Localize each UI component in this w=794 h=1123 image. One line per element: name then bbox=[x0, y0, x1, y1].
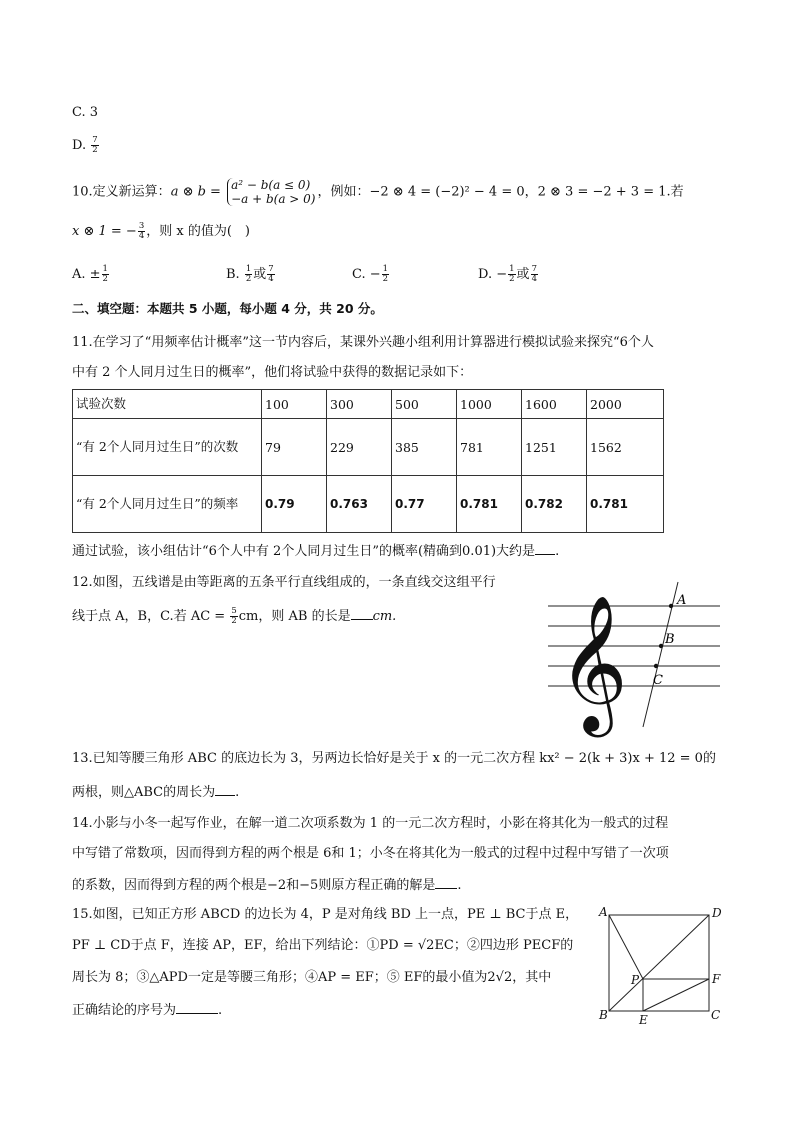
table-cell: 500 bbox=[392, 390, 457, 419]
table-row bbox=[73, 390, 664, 419]
table-cell: 0.781 bbox=[457, 476, 522, 533]
table-row-label: “有 2个人同月过生日”的次数 bbox=[73, 419, 262, 476]
q11-data-table bbox=[72, 389, 664, 533]
vertex-label-c: C bbox=[711, 1008, 721, 1022]
table-cell: 0.781 bbox=[587, 476, 664, 533]
q11-line1: 11.在学习了“用频率估计概率”这一节内容后，某课外兴趣小组利用计算器进行模拟试验来探究“6个人 bbox=[72, 335, 654, 350]
q13-line1: 13.已知等腰三角形 ABC 的底边长为 3，另两边长恰好是关于 x 的一元二次方程 kx² − 2(k + 3)x + 12 = 0的 bbox=[72, 751, 716, 766]
table-cell: 1000 bbox=[457, 390, 522, 419]
q15-line3: 周长为 8；③△APD一定是等腰三角形；④AP = EF；⑤ EF的最小值为2√2，其中 bbox=[72, 970, 552, 985]
answer-blank[interactable] bbox=[535, 542, 555, 555]
q13-line2: 两根，则△ABC的周长为 . bbox=[72, 785, 240, 800]
table-cell: 0.782 bbox=[522, 476, 587, 533]
table-cell: 79 bbox=[262, 419, 327, 476]
q14-line1: 14.小影与小冬一起写作业，在解一道二次项系数为 1 的一元二次方程时，小影在将其化为一般式的过程 bbox=[72, 816, 669, 831]
table-cell: 2000 bbox=[587, 390, 664, 419]
q10-expr: a ⊗ b = bbox=[170, 184, 226, 200]
point-label-p: P bbox=[631, 973, 640, 987]
q9-option-d-fraction: $\frac{7}{2}$ bbox=[92, 135, 98, 155]
point-label-e: E bbox=[639, 1013, 648, 1027]
point-label-f: F bbox=[712, 972, 721, 986]
table-cell: 229 bbox=[327, 419, 392, 476]
q10-stem bbox=[72, 178, 684, 206]
q12-line2: 线于点 A，B，C.若 AC = $\frac{5}{2}$ cm，则 AB 的长是 cm. bbox=[72, 606, 397, 626]
table-cell: 1251 bbox=[522, 419, 587, 476]
vertex-label-d: D bbox=[712, 906, 722, 920]
q11-conclusion: 通过试验，该小组估计“6个人中有 2个人同月过生日”的概率(精确到0.01)大约是 . bbox=[72, 544, 560, 559]
q9-option-d-prefix: D. bbox=[72, 138, 87, 153]
answer-blank[interactable] bbox=[351, 607, 373, 620]
q10-case1: a² − b(a ≤ 0) bbox=[231, 178, 311, 192]
q10-case2: −a + b(a > 0) bbox=[231, 192, 316, 206]
square-figure bbox=[596, 903, 726, 1028]
answer-blank[interactable] bbox=[435, 876, 457, 889]
q10-cases bbox=[227, 178, 315, 206]
point-label-c: C bbox=[653, 673, 663, 688]
q9-option-d bbox=[72, 136, 100, 155]
table-row-label: 试验次数 bbox=[73, 390, 262, 419]
table-cell: 0.79 bbox=[262, 476, 327, 533]
vertex-label-b: B bbox=[599, 1008, 608, 1022]
q12-line1: 12.如图，五线谱是由等距离的五条平行直线组成的，一条直线交这组平行 bbox=[72, 575, 496, 590]
q14-line3: 的系数，因而得到方程的两个根是−2和−5则原方程正确的解是 . bbox=[72, 878, 462, 893]
table-row bbox=[73, 419, 664, 476]
point-label-a: A bbox=[677, 593, 687, 608]
q10-option-d: D. − $\frac{1}{2}$ 或 $\frac{7}{4}$ bbox=[478, 264, 537, 284]
table-cell: 300 bbox=[327, 390, 392, 419]
section-heading: 二、填空题：本题共 5 小题，每小题 4 分，共 20 分。 bbox=[72, 301, 383, 316]
table-cell: 1600 bbox=[522, 390, 587, 419]
staff-figure bbox=[540, 575, 730, 740]
q15-line2: PF ⊥ CD于点 F，连接 AP，EF，给出下列结论：①PD = √2EC；②四边形 PECF的 bbox=[72, 938, 574, 953]
q15-line4: 正确结论的序号为 . bbox=[72, 1003, 223, 1018]
vertex-label-a: A bbox=[599, 905, 608, 919]
table-cell: 0.763 bbox=[327, 476, 392, 533]
q10-option-c: C. − $\frac{1}{2}$ bbox=[352, 264, 389, 284]
q14-line2: 中写错了常数项，因而得到方程的两个根是 6和 1；小冬在将其化为一般式的过程中过程中写错了一次项 bbox=[72, 846, 669, 861]
q10-option-b: B. $\frac{1}{2}$ 或 $\frac{7}{4}$ bbox=[226, 264, 274, 284]
q9-option-c: C. 3 bbox=[72, 105, 99, 120]
answer-blank[interactable] bbox=[215, 783, 235, 796]
table-row-label: “有 2个人同月过生日”的频率 bbox=[73, 476, 262, 533]
q10-option-a: A. ± $\frac{1}{2}$ bbox=[72, 264, 108, 284]
table-cell: 0.77 bbox=[392, 476, 457, 533]
table-cell: 100 bbox=[262, 390, 327, 419]
table-cell: 1562 bbox=[587, 419, 664, 476]
table-cell: 385 bbox=[392, 419, 457, 476]
q10-intro: 10.定义新运算： bbox=[72, 184, 171, 200]
q10-condition: x ⊗ 1 = − $\frac{3}{4}$ ，则 x 的值为( ) bbox=[72, 221, 250, 241]
q15-line1: 15.如图，已知正方形 ABCD 的边长为 4，P 是对角线 BD 上一点，PE ⊥ BC于点 E， bbox=[72, 907, 579, 922]
answer-blank[interactable] bbox=[176, 1001, 218, 1014]
q10-example: ，例如：−2 ⊗ 4 = (−2)² − 4 = 0，2 ⊗ 3 = −2 + 3 = 1.若 bbox=[317, 184, 684, 200]
treble-clef-icon: 𝄞 bbox=[558, 593, 628, 731]
table-cell: 781 bbox=[457, 419, 522, 476]
point-label-b: B bbox=[665, 632, 675, 647]
q11-line2: 中有 2 个人同月过生日的概率”，他们将试验中获得的数据记录如下： bbox=[72, 365, 473, 380]
table-row bbox=[73, 476, 664, 533]
